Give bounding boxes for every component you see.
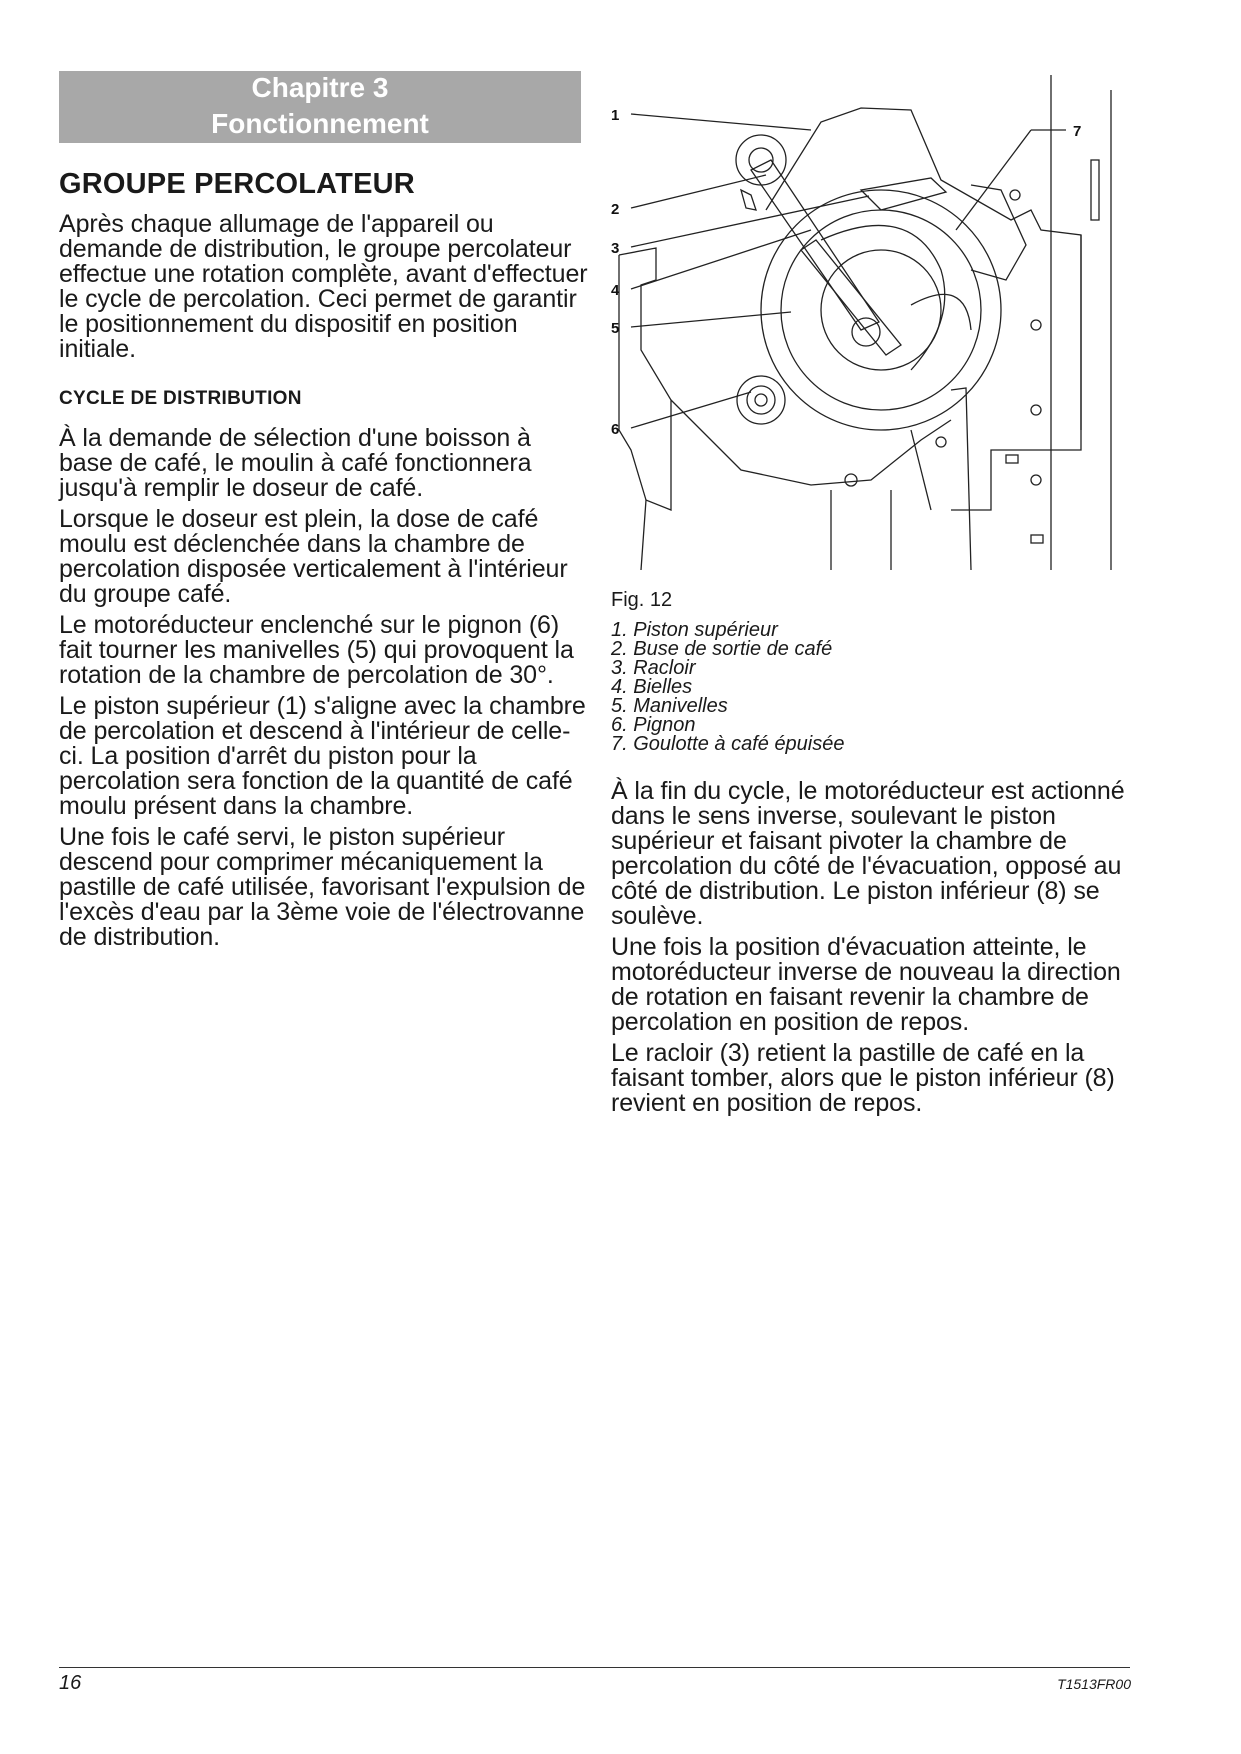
footer-divider xyxy=(59,1667,1130,1668)
callout-1: 1 xyxy=(611,107,620,124)
callout-3: 3 xyxy=(611,240,620,257)
callout-6: 6 xyxy=(611,421,620,438)
intro-paragraph: Après chaque allumage de l'appareil ou demande de distribution, le groupe percolateur effectue une rotation complète, avant d'effectuer le cycle de percolation. Ceci permet de garantir le positionnement du dispositif en position initiale. xyxy=(59,210,588,363)
figure-legend xyxy=(611,621,845,754)
legend-item: 6. Pignon xyxy=(611,714,696,736)
legend-item: 7. Goulotte à café épuisée xyxy=(611,733,845,755)
brew-group-illustration xyxy=(611,70,1131,570)
paragraph: À la demande de sélection d'une boisson à base de café, le moulin à café fonctionnera jusqu'à remplir le doseur de café. xyxy=(59,424,532,502)
chapter-title: Fonctionnement xyxy=(211,108,429,139)
paragraph: Une fois la position d'évacuation atteinte, le motoréducteur inverse de nouveau la direction de rotation en faisant revenir la chambre de percolation en position de repos. xyxy=(611,933,1121,1036)
page-number: 16 xyxy=(59,1672,82,1694)
paragraph: Lorsque le doseur est plein, la dose de café moulu est déclenchée dans la chambre de percolation disposée verticalement à l'intérieur du groupe café. xyxy=(59,505,568,608)
document-code: T1513FR00 xyxy=(1057,1676,1131,1692)
legend-item: 5. Manivelles xyxy=(611,695,728,717)
callout-4: 4 xyxy=(611,282,620,299)
callout-7: 7 xyxy=(1073,123,1082,140)
chapter-banner xyxy=(59,71,581,143)
legend-item: 4. Bielles xyxy=(611,676,693,698)
callout-5: 5 xyxy=(611,320,620,337)
paragraph: À la fin du cycle, le motoréducteur est actionné dans le sens inverse, soulevant le piston supérieur et faisant pivoter la chambre de percolation du côté de l'évacuation, opposé au côté de distribution. Le piston inférieur (8) se soulève. xyxy=(611,777,1125,930)
legend-item: 2. Buse de sortie de café xyxy=(611,638,833,660)
right-column xyxy=(611,779,1146,1122)
chapter-number: Chapitre 3 xyxy=(251,72,389,103)
brew-group-drawing xyxy=(611,70,1131,570)
legend-item: 1. Piston supérieur xyxy=(611,619,778,641)
left-column xyxy=(59,212,589,956)
paragraph: Une fois le café servi, le piston supérieur descend pour comprimer mécaniquement la pastille de café utilisée, favorisant l'expulsion de l'excès d'eau par la 3ème voie de l'électrovanne de distribution. xyxy=(59,823,586,951)
figure-caption: Fig. 12 xyxy=(611,589,673,611)
paragraph: Le piston supérieur (1) s'aligne avec la chambre de percolation et descend à l'intérieur de celle-ci. La position d'arrêt du piston pour la percolation sera fonction de la quantité de café moulu présent dans la chambre. xyxy=(59,692,586,820)
callout-2: 2 xyxy=(611,201,620,218)
legend-item: 3. Racloir xyxy=(611,657,696,679)
paragraph: Le motoréducteur enclenché sur le pignon (6) fait tourner les manivelles (5) qui provoquent la rotation de la chambre de percolation de 30°. xyxy=(59,611,574,689)
section-title: GROUPE PERCOLATEUR xyxy=(59,168,415,200)
paragraph: Le racloir (3) retient la pastille de café en la faisant tomber, alors que le piston inférieur (8) revient en position de repos. xyxy=(611,1039,1115,1117)
subsection-title: CYCLE DE DISTRIBUTION xyxy=(59,388,302,409)
